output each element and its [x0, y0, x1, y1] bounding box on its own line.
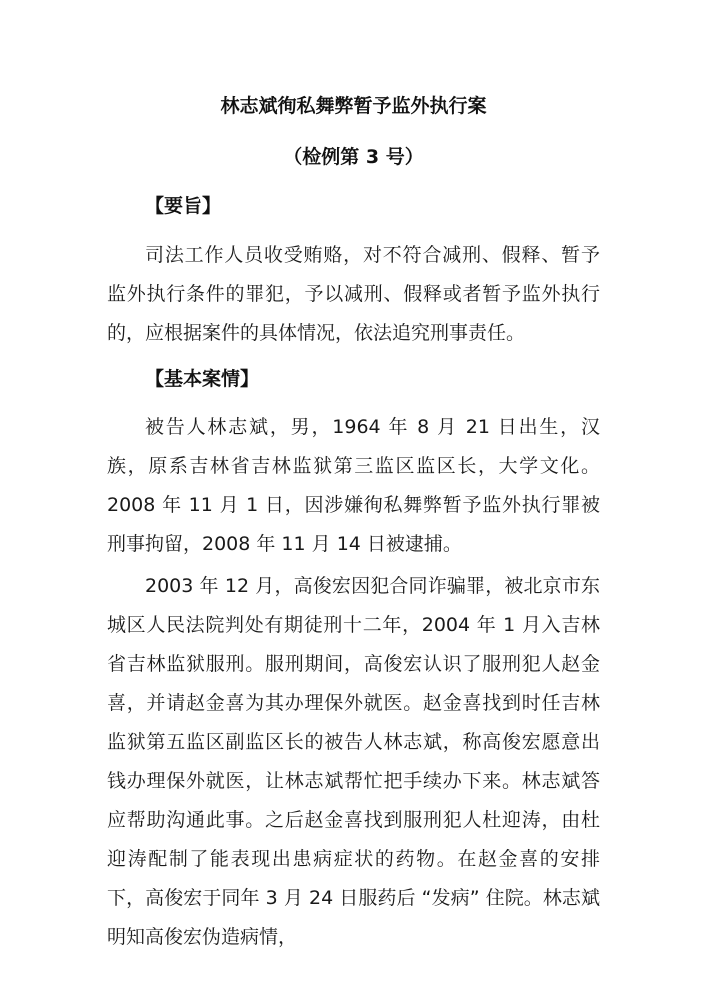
- gist-heading: 【要旨】: [145, 195, 222, 217]
- case-number: （检例第 3 号）: [283, 146, 424, 168]
- document-title: 林志斌徇私舞弊暂予监外执行案: [220, 95, 487, 117]
- facts-heading: 【基本案情】: [145, 368, 260, 390]
- facts-paragraph-2: 2003 年 12 月，高俊宏因犯合同诈骗罪，被北京市东城区人民法院判处有期徒刑十二年，2004 年 1 月入吉林省吉林监狱服刑。服刑期间，高俊宏认识了服刑犯人赵金喜，并请赵金喜为其办理保外就医。赵金喜找到时任吉林监狱第五监区副监区长的被告人林志斌，称高俊宏愿意出钱办理保外就医，让林志斌帮忙把手续办下来。林志斌答应帮助沟通此事。之后赵金喜找到服刑犯人杜迎涛，由杜迎涛配制了能表现出患病症状的药物。在赵金喜的安排下，高俊宏于同年 3 月 24 日服药后 “发病” 住院。林志斌明知高俊宏伪造病情，: [107, 575, 600, 948]
- gist-paragraph: 司法工作人员收受贿赂，对不符合减刑、假释、暂予监外执行条件的罪犯，予以减刑、假释或者暂予监外执行的，应根据案件的具体情况，依法追究刑事责任。: [107, 244, 600, 344]
- facts-paragraph-1: 被告人林志斌，男，1964 年 8 月 21 日出生，汉族，原系吉林省吉林监狱第三监区监区长，大学文化。2008 年 11 月 1 日，因涉嫌徇私舞弊暂予监外执行罪被刑事拘留，2008 年 11 月 14 日被逮捕。: [107, 416, 600, 555]
